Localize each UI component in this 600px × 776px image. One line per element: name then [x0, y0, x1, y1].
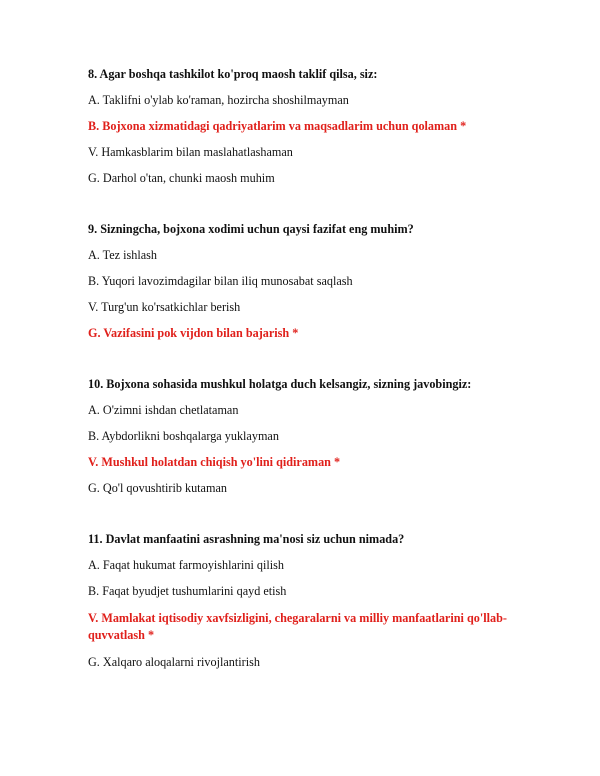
document-page [88, 67, 528, 681]
answer-option-v: V. Turg'un ko'rsatkichlar berish [88, 300, 241, 314]
question-11 [88, 532, 528, 670]
answer-option-b-correct: B. Bojxona xizmatidagi qadriyatlarim va maqsadlarim uchun qolaman * [88, 119, 467, 133]
answer-option-b: B. Yuqori lavozimdagilar bilan iliq munosabat saqlash [88, 274, 353, 288]
question-title: 8. Agar boshqa tashkilot ko'proq maosh taklif qilsa, siz: [88, 67, 378, 81]
question-10 [88, 377, 528, 496]
answer-option-a: A. Faqat hukumat farmoyishlarini qilish [88, 558, 284, 572]
question-9 [88, 222, 528, 341]
answer-option-g: G. Qo'l qovushtirib kutaman [88, 481, 227, 495]
question-title: 10. Bojxona sohasida mushkul holatga duch kelsangiz, sizning javobingiz: [88, 377, 472, 391]
answer-option-v: V. Hamkasblarim bilan maslahatlashaman [88, 145, 293, 159]
answer-option-a: A. Taklifni o'ylab ko'raman, hozircha shoshilmayman [88, 93, 349, 107]
question-spacer [88, 507, 528, 532]
answer-option-a: A. Tez ishlash [88, 248, 157, 262]
answer-option-g-correct: G. Vazifasini pok vijdon bilan bajarish * [88, 326, 299, 340]
answer-option-b: B. Aybdorlikni boshqalarga yuklayman [88, 429, 279, 443]
question-title: 9. Sizningcha, bojxona xodimi uchun qaysi fazifat eng muhim? [88, 222, 414, 236]
question-spacer [88, 197, 528, 222]
answer-option-g: G. Darhol o'tan, chunki maosh muhim [88, 171, 275, 185]
answer-option-v-correct: V. Mamlakat iqtisodiy xavfsizligini, chegaralarni va milliy manfaatlarini qo'llab-quvvatlash * [88, 611, 507, 642]
question-spacer [88, 352, 528, 377]
question-8 [88, 67, 528, 186]
question-title: 11. Davlat manfaatini asrashning ma'nosi siz uchun nimada? [88, 532, 405, 546]
answer-option-v-correct: V. Mushkul holatdan chiqish yo'lini qidiraman * [88, 455, 341, 469]
answer-option-a: A. O'zimni ishdan chetlataman [88, 403, 239, 417]
answer-option-g: G. Xalqaro aloqalarni rivojlantirish [88, 655, 260, 669]
answer-option-b: B. Faqat byudjet tushumlarini qayd etish [88, 584, 287, 598]
